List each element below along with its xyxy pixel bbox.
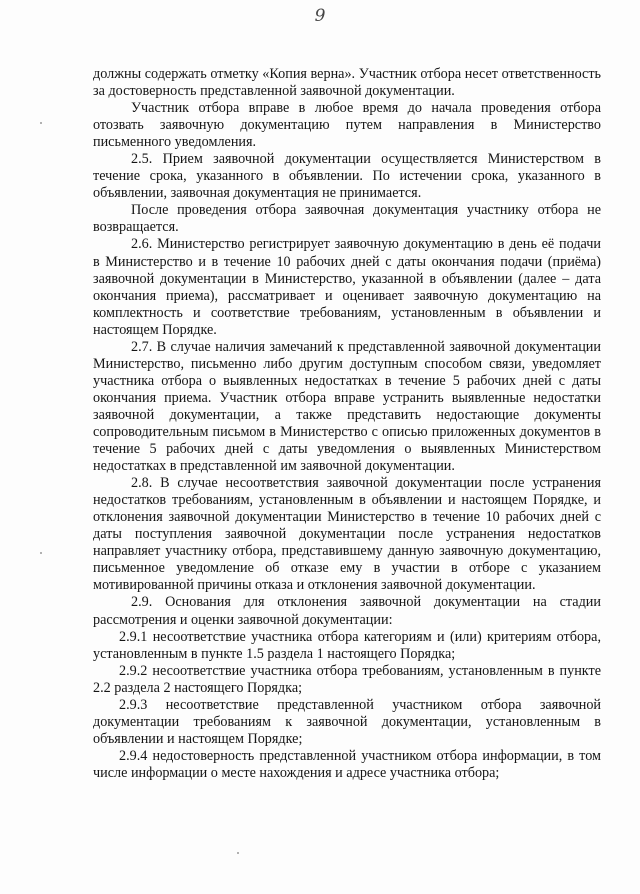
- scan-speck: [40, 122, 42, 124]
- paragraph: 2.8. В случае несоответствия заявочной документации после устранения недостатков требованиям, установленным в объявлении и настоящем Порядке, и отклонения заявочной документации Министерство в течение 10 рабочих дней с даты поступления заявочной документации после устранения недостатков направляет участнику отбора, представившему данную заявочную документацию, письменное уведомление об отказе ему в участии в отборе с указанием мотивированной причины отказа и отклонения заявочной документации.: [93, 475, 601, 594]
- list-item: 2.9.4 недостоверность представленной участником отбора информации, в том числе информации о месте нахождения и адресе участника отбора;: [93, 747, 601, 781]
- document-body: [93, 66, 601, 782]
- scan-speck: [40, 552, 42, 554]
- scan-speck: [237, 852, 239, 854]
- paragraph: Участник отбора вправе в любое время до начала проведения отбора отозвать заявочную документацию путем направления в Министерство письменного уведомления.: [93, 100, 601, 151]
- list-item: 2.9.3 несоответствие представленной участником отбора заявочной документации требованиям к заявочной документации, установленным в объявлении и настоящем Порядке;: [93, 696, 601, 747]
- paragraph: 2.9. Основания для отклонения заявочной документации на стадии рассмотрения и оценки заявочной документации:: [93, 594, 601, 628]
- list-item: 2.9.2 несоответствие участника отбора требованиям, установленным в пункте 2.2 раздела 2 настоящего Порядка;: [93, 662, 601, 696]
- paragraph: 2.5. Прием заявочной документации осуществляется Министерством в течение срока, указанного в объявлении. По истечении срока, указанного в объявлении, заявочная документация не принимается.: [93, 151, 601, 202]
- paragraph: 2.6. Министерство регистрирует заявочную документацию в день её подачи в Министерство и в течение 10 рабочих дней с даты окончания подачи (приёма) заявочной документации в Министерство, указанной в объявлении (далее – дата окончания приема), рассматривает и оценивает заявочную документацию на комплектность и соответствие требованиям, установленным в объявлении и настоящем Порядке.: [93, 236, 601, 338]
- paragraph: После проведения отбора заявочная документация участнику отбора не возвращается.: [93, 202, 601, 236]
- list-item: 2.9.1 несоответствие участника отбора категориям и (или) критериям отбора, установленным в пункте 1.5 раздела 1 настоящего Порядка;: [93, 628, 601, 662]
- page-number: 9: [314, 6, 326, 26]
- paragraph: должны содержать отметку «Копия верна». Участник отбора несет ответственность за достоверность представленной заявочной документации.: [93, 66, 601, 100]
- paragraph: 2.7. В случае наличия замечаний к представленной заявочной документации Министерство, письменно либо другим доступным способом связи, уведомляет участника отбора о выявленных недостатках в течение 5 рабочих дней с даты окончания приема. Участник отбора вправе устранить выявленные недостатки заявочной документации, а также представить недостающие документы сопроводительным письмом в Министерство с описью приложенных документов в течение 5 рабочих дней с даты уведомления о выявленных Министерством недостатках в представленной им заявочной документации.: [93, 338, 601, 475]
